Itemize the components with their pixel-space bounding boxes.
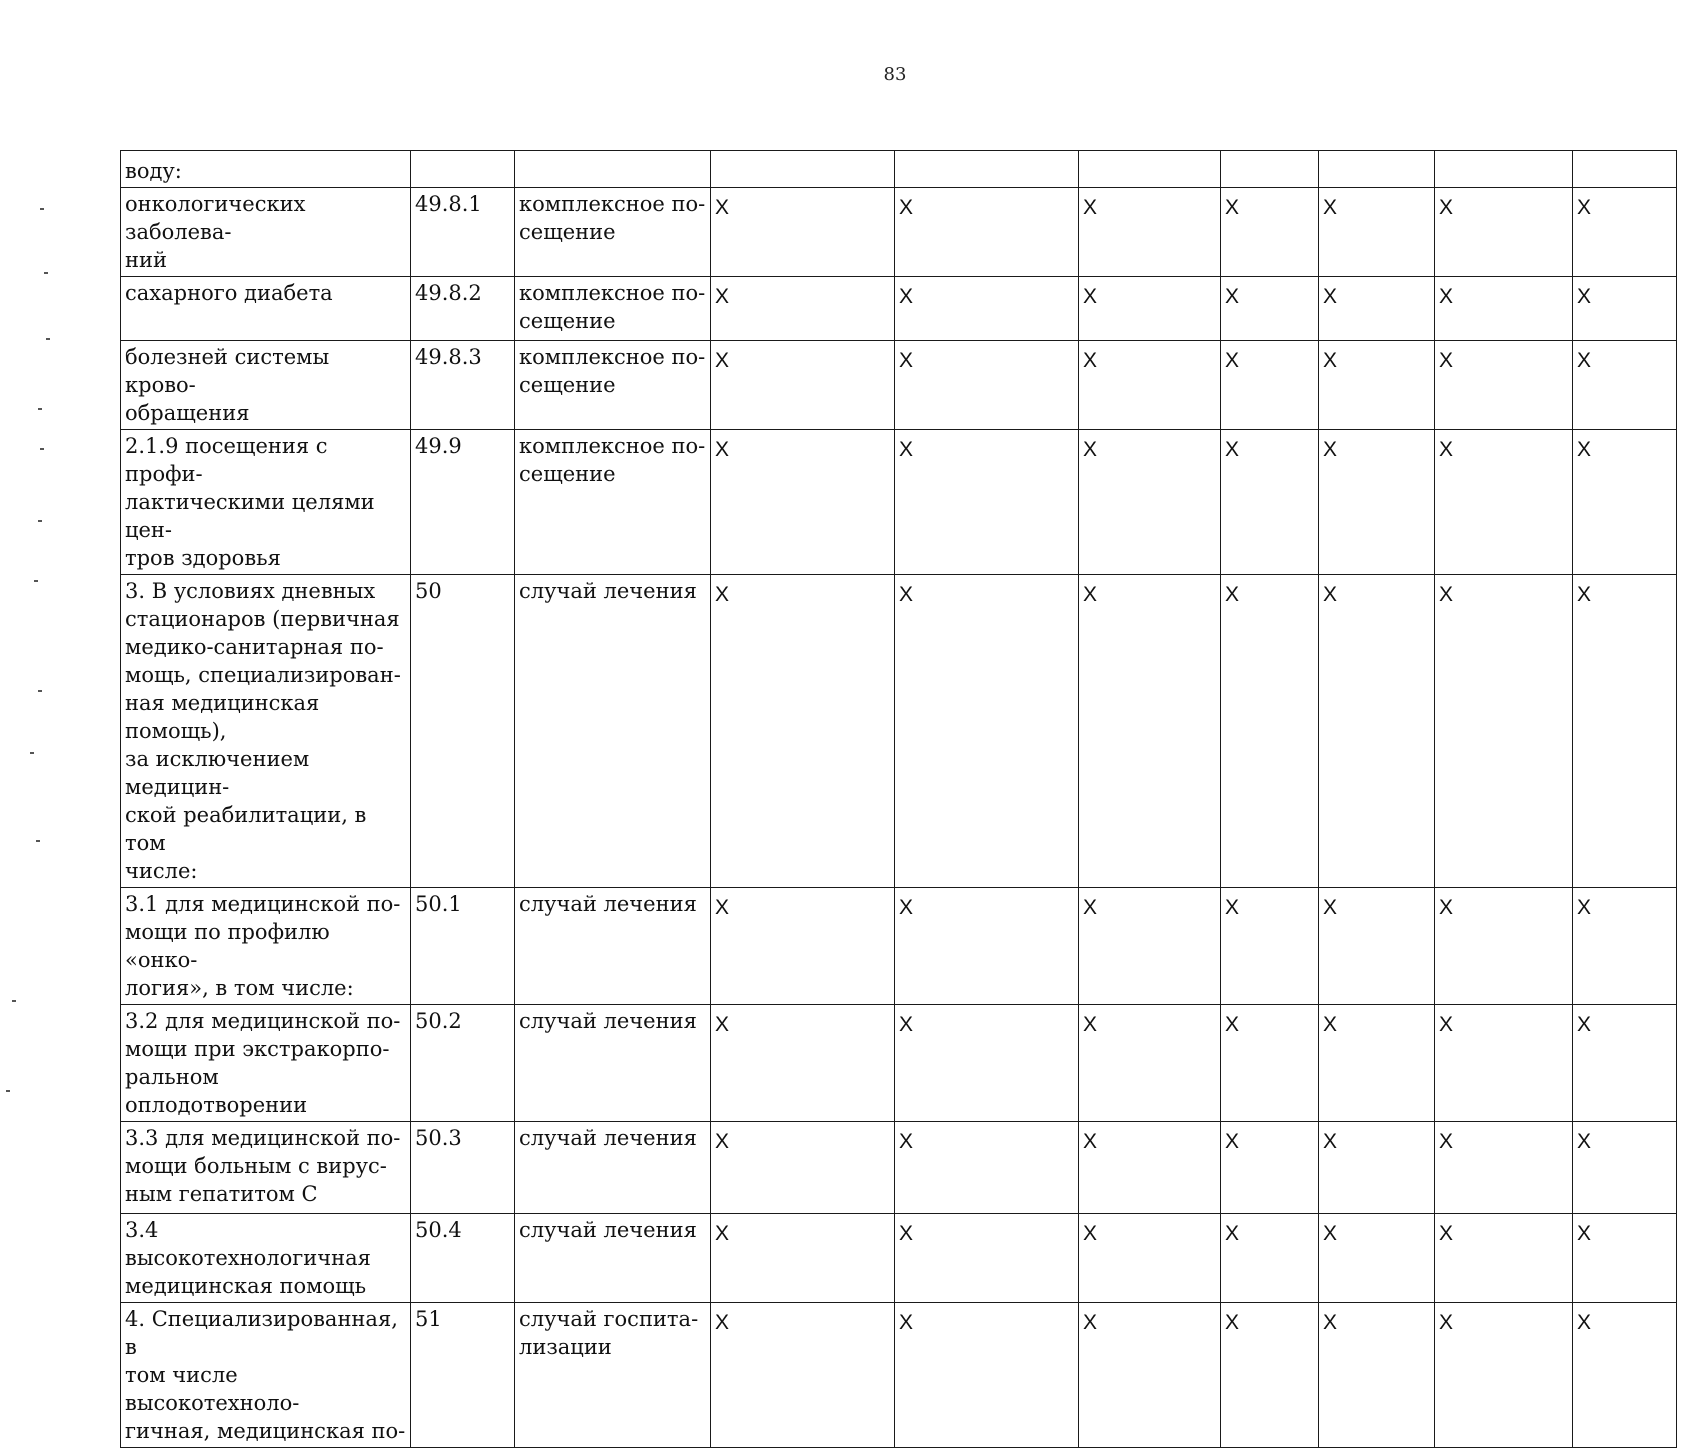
value-cell: X [1079,430,1221,575]
value-cell: X [1079,188,1221,277]
value-cell: X [711,575,895,888]
table-row [121,188,1677,277]
row-code-cell: 50.2 [411,1005,515,1122]
value-cell: X [1435,341,1573,430]
value-cell: X [1573,888,1677,1005]
unit-cell: комплексное по- сещение [515,341,711,430]
unit-cell [515,151,711,188]
row-label-cell: 4. Специализированная, в том числе высокотехноло- гичная, медицинская по- [121,1303,411,1448]
services-table [120,150,1677,1448]
value-cell: X [1079,341,1221,430]
value-cell: X [1319,888,1435,1005]
value-cell [711,151,895,188]
value-cell: X [1221,1122,1319,1214]
value-cell: X [1573,277,1677,341]
value-cell: X [1573,575,1677,888]
value-cell: X [711,277,895,341]
row-label-cell: 3.4 высокотехнологичная медицинская помощь [121,1214,411,1303]
value-cell: X [1079,277,1221,341]
row-label-cell: 2.1.9 посещения с профи- лактическими целями цен- тров здоровья [121,430,411,575]
table-row [121,341,1677,430]
value-cell: X [895,1214,1079,1303]
table-header-row [121,151,1677,188]
row-code-cell: 51 [411,1303,515,1448]
value-cell: X [895,1005,1079,1122]
value-cell: X [895,430,1079,575]
row-label-cell: сахарного диабета [121,277,411,341]
row-code-cell: 49.8.2 [411,277,515,341]
value-cell: X [1079,1122,1221,1214]
value-cell: X [711,188,895,277]
table-row [121,1005,1677,1122]
table-row [121,888,1677,1005]
unit-cell: комплексное по- сещение [515,188,711,277]
value-cell: X [1319,1005,1435,1122]
unit-cell: комплексное по- сещение [515,430,711,575]
value-cell: X [1435,430,1573,575]
value-cell: X [1435,575,1573,888]
value-cell: X [1221,188,1319,277]
table-row [121,1214,1677,1303]
table-row [121,575,1677,888]
row-code-cell: 49.8.1 [411,188,515,277]
value-cell: X [1221,430,1319,575]
value-cell: X [1435,1122,1573,1214]
row-code-cell: 50.3 [411,1122,515,1214]
row-label-cell: 3.1 для медицинской по- мощи по профилю «онко- логия», в том числе: [121,888,411,1005]
value-cell: X [1319,341,1435,430]
row-code-cell: 50.4 [411,1214,515,1303]
value-cell: X [711,430,895,575]
page-number: 83 [883,64,907,85]
value-cell: X [1079,1303,1221,1448]
value-cell: X [1573,188,1677,277]
value-cell: X [895,277,1079,341]
value-cell: X [1319,277,1435,341]
value-cell: X [1319,1122,1435,1214]
value-cell: X [1221,888,1319,1005]
value-cell: X [1079,888,1221,1005]
value-cell: X [1221,1303,1319,1448]
unit-cell: случай лечения [515,1214,711,1303]
value-cell: X [1319,188,1435,277]
value-cell: X [711,1303,895,1448]
table-row [121,430,1677,575]
value-cell [1573,151,1677,188]
value-cell [1221,151,1319,188]
row-label-cell: 3.2 для медицинской по- мощи при экстракорпо- ральном оплодотворении [121,1005,411,1122]
table-row [121,1303,1677,1448]
value-cell: X [1221,277,1319,341]
value-cell: X [1319,430,1435,575]
value-cell: X [1573,1122,1677,1214]
row-label-cell: 3.3 для медицинской по- мощи больным с вирус- ным гепатитом С [121,1122,411,1214]
row-code-cell: 49.8.3 [411,341,515,430]
unit-cell: случай лечения [515,888,711,1005]
unit-cell: случай лечения [515,1005,711,1122]
value-cell: X [1573,1303,1677,1448]
value-cell [1079,151,1221,188]
value-cell: X [1221,341,1319,430]
value-cell [895,151,1079,188]
value-cell: X [895,188,1079,277]
value-cell [1435,151,1573,188]
row-label-cell: 3. В условиях дневных стационаров (первичная медико-санитарная по- мощь, специализирован- ная медицинская помощь), за исключением медицин- ской реабилитации, в том числе: [121,575,411,888]
value-cell: X [1435,188,1573,277]
value-cell: X [1319,575,1435,888]
row-label-cell: болезней системы крово- обращения [121,341,411,430]
value-cell: X [1435,277,1573,341]
value-cell: X [1573,1214,1677,1303]
value-cell: X [1435,1214,1573,1303]
value-cell: X [895,341,1079,430]
value-cell: X [1319,1214,1435,1303]
value-cell: X [1573,430,1677,575]
value-cell: X [1435,888,1573,1005]
unit-cell: комплексное по- сещение [515,277,711,341]
value-cell: X [1079,575,1221,888]
value-cell: X [1079,1214,1221,1303]
unit-cell: случай лечения [515,575,711,888]
value-cell: X [711,888,895,1005]
row-label-cell: воду: [121,151,411,188]
value-cell: X [1079,1005,1221,1122]
value-cell: X [1221,575,1319,888]
row-code-cell: 50.1 [411,888,515,1005]
row-code-cell: 49.9 [411,430,515,575]
unit-cell: случай лечения [515,1122,711,1214]
value-cell: X [1573,341,1677,430]
row-label-cell: онкологических заболева- ний [121,188,411,277]
value-cell [1319,151,1435,188]
row-code-cell: 50 [411,575,515,888]
value-cell: X [711,1122,895,1214]
value-cell: X [711,1214,895,1303]
value-cell: X [711,1005,895,1122]
unit-cell: случай госпита- лизации [515,1303,711,1448]
value-cell: X [1221,1005,1319,1122]
scan-margin-specks [0,0,60,1200]
value-cell: X [711,341,895,430]
table-row [121,277,1677,341]
value-cell: X [895,888,1079,1005]
value-cell: X [1573,1005,1677,1122]
value-cell: X [1319,1303,1435,1448]
value-cell: X [895,1122,1079,1214]
row-code-cell [411,151,515,188]
value-cell: X [1435,1303,1573,1448]
value-cell: X [1435,1005,1573,1122]
value-cell: X [1221,1214,1319,1303]
value-cell: X [895,575,1079,888]
value-cell: X [895,1303,1079,1448]
